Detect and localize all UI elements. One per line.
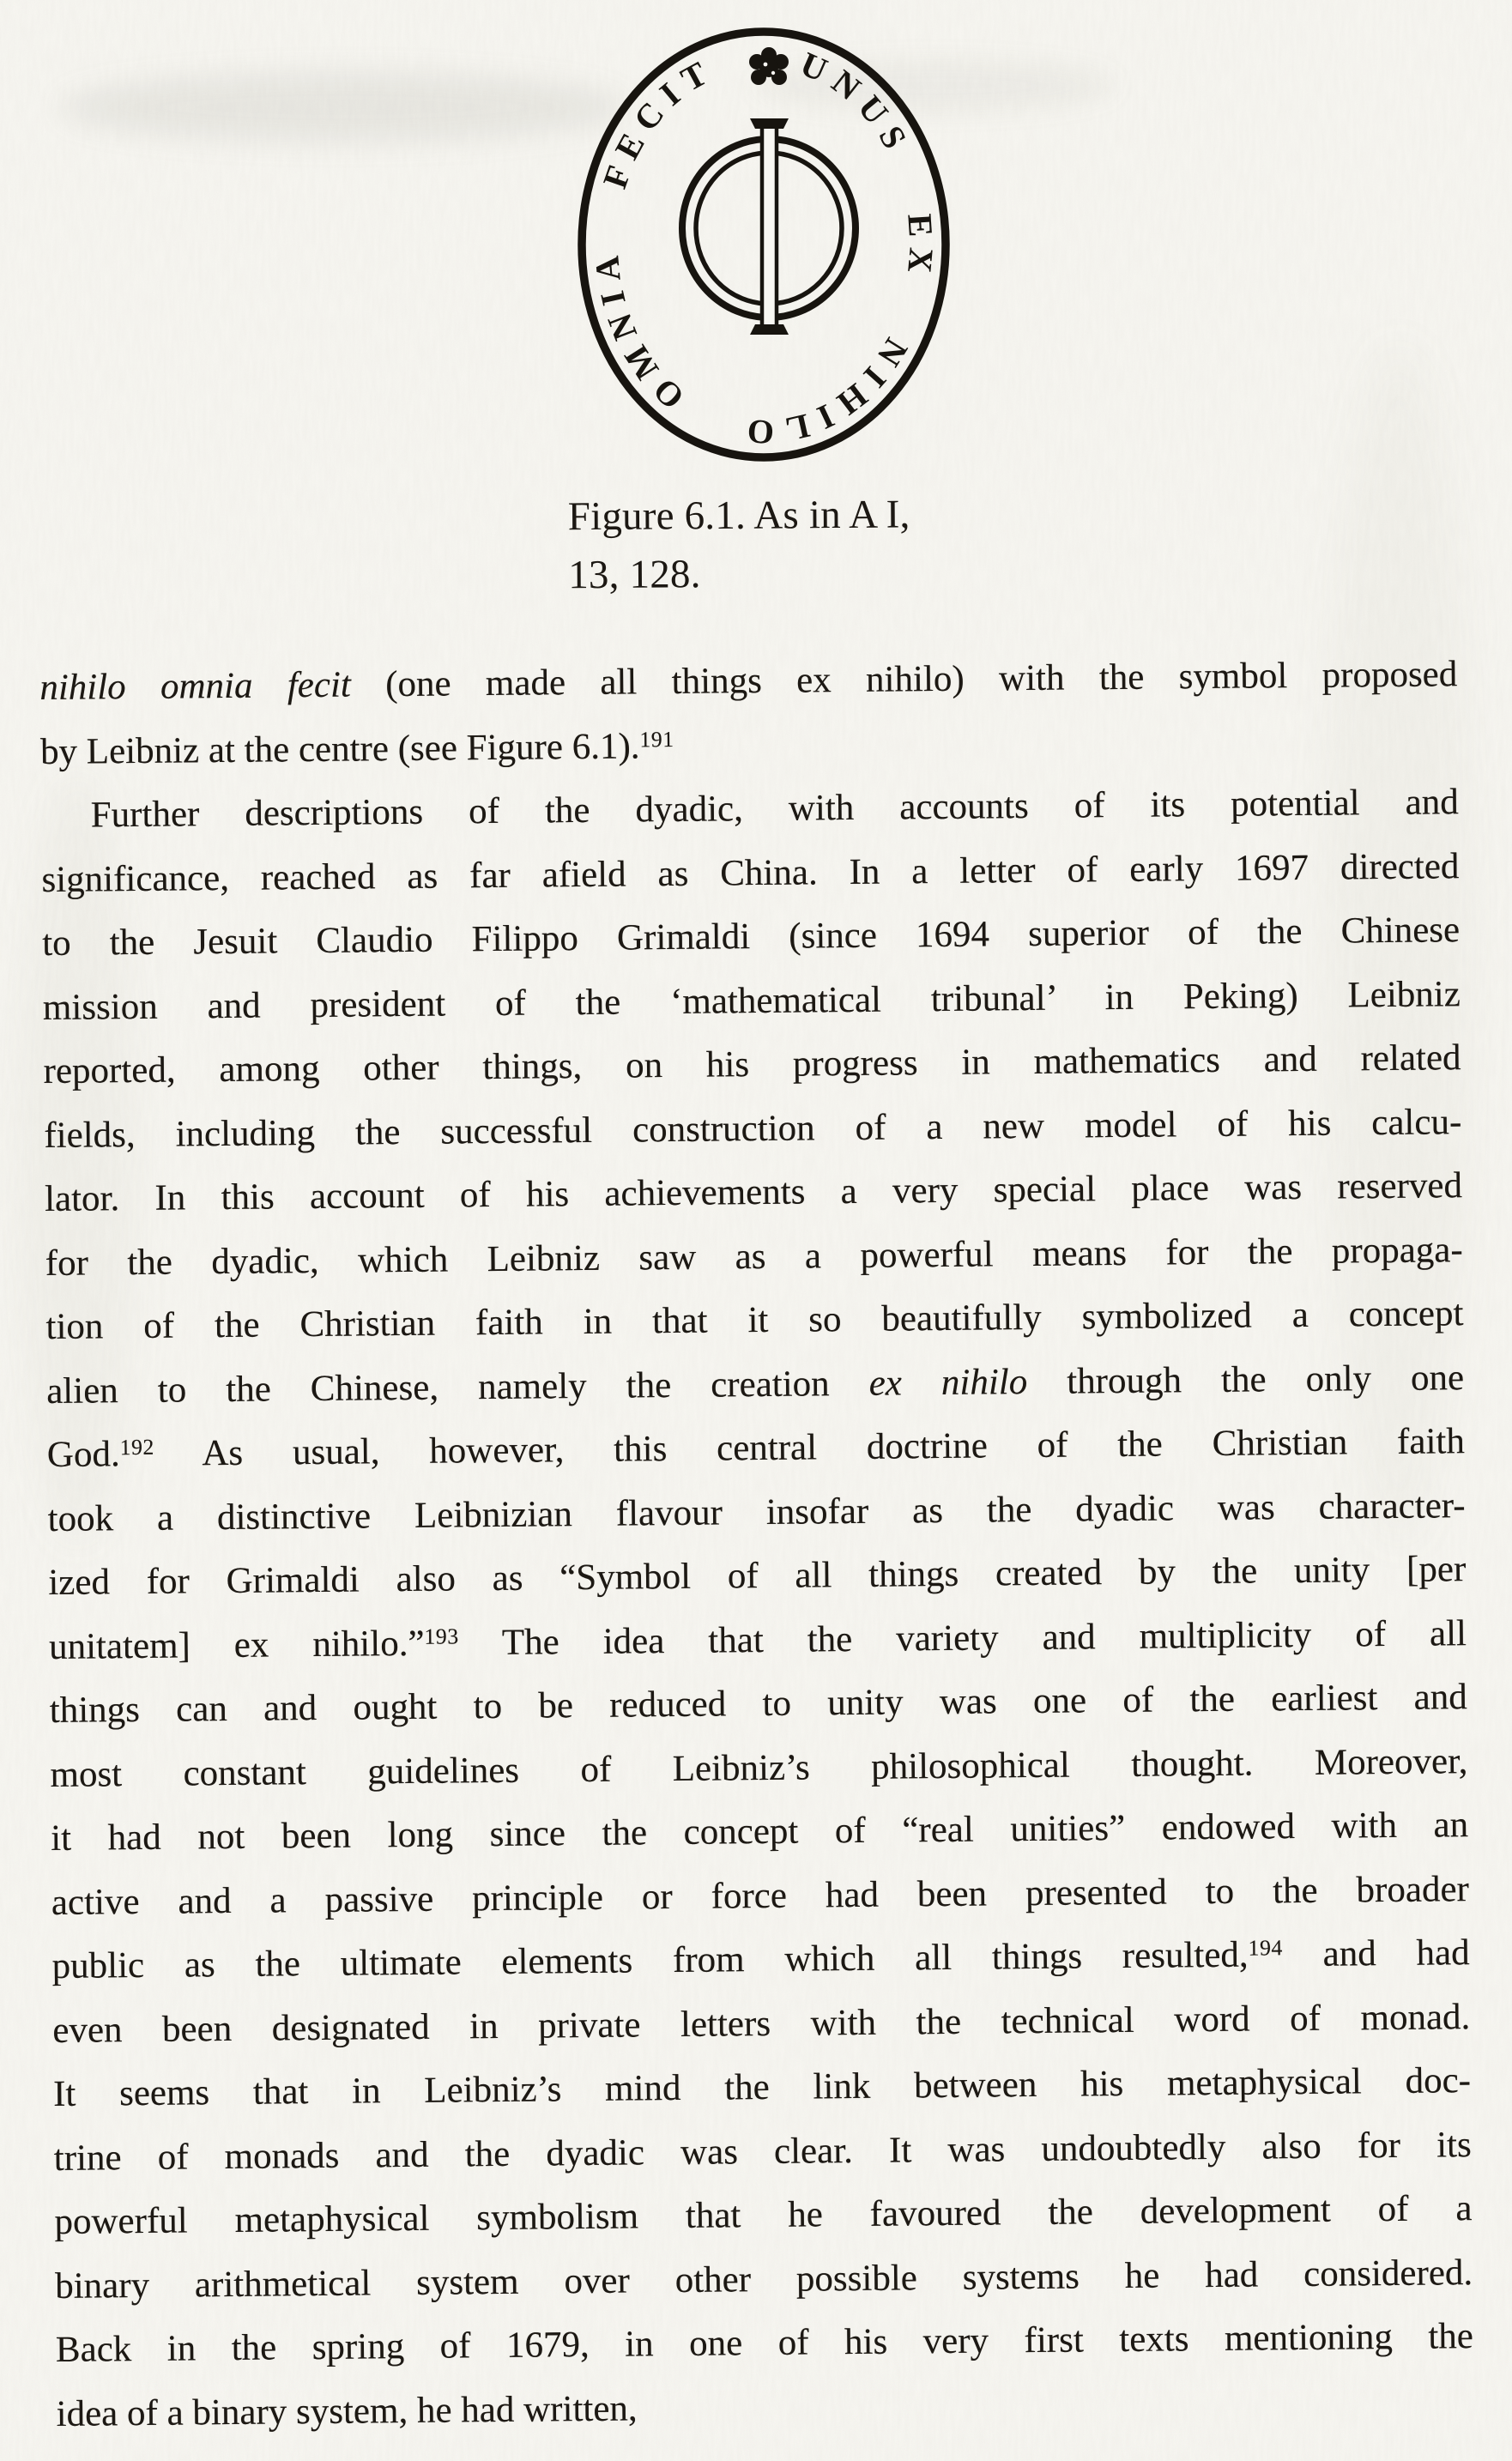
caption-line-2: 13, 128. bbox=[568, 552, 701, 598]
text-segment: significance, reached as far afield as China. In a letter of early 1697 directed bbox=[41, 845, 1460, 900]
text-segment: it had not been long since the concept of “real unities” endowed with an bbox=[50, 1805, 1469, 1859]
text-segment: powerful metaphysical symbolism that he favoured the development of a bbox=[54, 2188, 1473, 2242]
text-segment: nihilo omnia fecit bbox=[39, 664, 352, 709]
text-segment: unitatem] ex nihilo.” bbox=[48, 1623, 425, 1667]
text-segment: for the dyadic, which Leibniz saw as a powerful means for the propaga- bbox=[45, 1229, 1463, 1284]
footnote-reference: 193 bbox=[424, 1624, 459, 1649]
text-segment: ized for Grimaldi also as “Symbol of all things created by the unity [per bbox=[48, 1549, 1467, 1603]
text-segment: lator. In this account of his achievements a very special place was reserved bbox=[44, 1165, 1463, 1220]
text-segment: As usual, however, this central doctrine of the Christian faith bbox=[154, 1421, 1466, 1474]
text-segment: ex nihilo bbox=[868, 1361, 1028, 1404]
rosette-icon bbox=[749, 47, 789, 85]
body-text bbox=[39, 643, 1474, 2446]
text-segment: reported, among other things, on his progress in mathematics and related bbox=[43, 1037, 1461, 1092]
text-segment: fields, including the successful construction of a new model of his calcu- bbox=[44, 1101, 1462, 1156]
text-segment: alien to the Chinese, namely the creation bbox=[45, 1363, 869, 1412]
text-segment: binary arithmetical system over other possible systems he had considered. bbox=[54, 2252, 1473, 2307]
text-line bbox=[56, 2369, 1474, 2446]
text-segment: even been designated in private letters with the technical word of monad. bbox=[52, 1996, 1471, 2051]
text-segment: active and a passive principle or force had been presented to the broader bbox=[51, 1868, 1470, 1923]
text-segment: by Leibniz at the centre (see Figure 6.1). bbox=[39, 725, 640, 772]
emblem-inscription: UNUS EX NIHILO OMNIA FECIT bbox=[585, 44, 941, 452]
text-segment: The idea that the variety and multiplicity of all bbox=[458, 1612, 1467, 1663]
text-segment: most constant guidelines of Leibniz’s philosophical thought. Moreover, bbox=[50, 1740, 1468, 1795]
figure-6-1-medallion bbox=[573, 24, 954, 466]
text-segment: tion of the Christian faith in that it so beautifully symbolized a concept bbox=[45, 1293, 1464, 1348]
footnote-reference: 191 bbox=[639, 726, 674, 752]
text-segment: God. bbox=[46, 1434, 120, 1476]
scan-smudge bbox=[60, 73, 626, 142]
figure-caption bbox=[568, 484, 1118, 604]
text-segment: It seems that in Leibniz’s mind the link between his metaphysical doc- bbox=[52, 2060, 1472, 2114]
text-segment: took a distinctive Leibnizian flavour insofar as the dyadic was character- bbox=[47, 1484, 1466, 1539]
phi-symbol-icon bbox=[682, 118, 856, 335]
text-segment: Further descriptions of the dyadic, with accounts of its potential and bbox=[90, 782, 1459, 836]
text-segment: idea of a binary system, he had written, bbox=[56, 2387, 638, 2434]
text-segment: mission and president of the ‘mathematical tribunal’ in Peking) Leibniz bbox=[42, 973, 1461, 1028]
footnote-reference: 194 bbox=[1248, 1935, 1283, 1961]
text-segment: things can and ought to be reduced to unity was one of the earliest and bbox=[49, 1677, 1467, 1731]
text-segment: Back in the spring of 1679, in one of his very first texts mentioning the bbox=[55, 2316, 1474, 2370]
text-segment: to the Jesuit Claudio Filippo Grimaldi (since 1694 superior of the Chinese bbox=[41, 910, 1461, 964]
text-segment: (one made all things ex nihilo) with the symbol proposed bbox=[350, 654, 1458, 705]
text-segment: through the only one bbox=[1026, 1357, 1465, 1402]
text-line bbox=[56, 2305, 1474, 2382]
footnote-reference: 192 bbox=[119, 1434, 154, 1460]
text-segment: and had bbox=[1282, 1932, 1470, 1975]
text-segment: trine of monads and the dyadic was clear. It was undoubtedly also for its bbox=[53, 2124, 1472, 2179]
text-segment: public as the ultimate elements from which all things resulted, bbox=[51, 1934, 1249, 1986]
caption-line-1: Figure 6.1. As in A I, bbox=[567, 492, 910, 540]
text-line bbox=[39, 643, 1458, 720]
